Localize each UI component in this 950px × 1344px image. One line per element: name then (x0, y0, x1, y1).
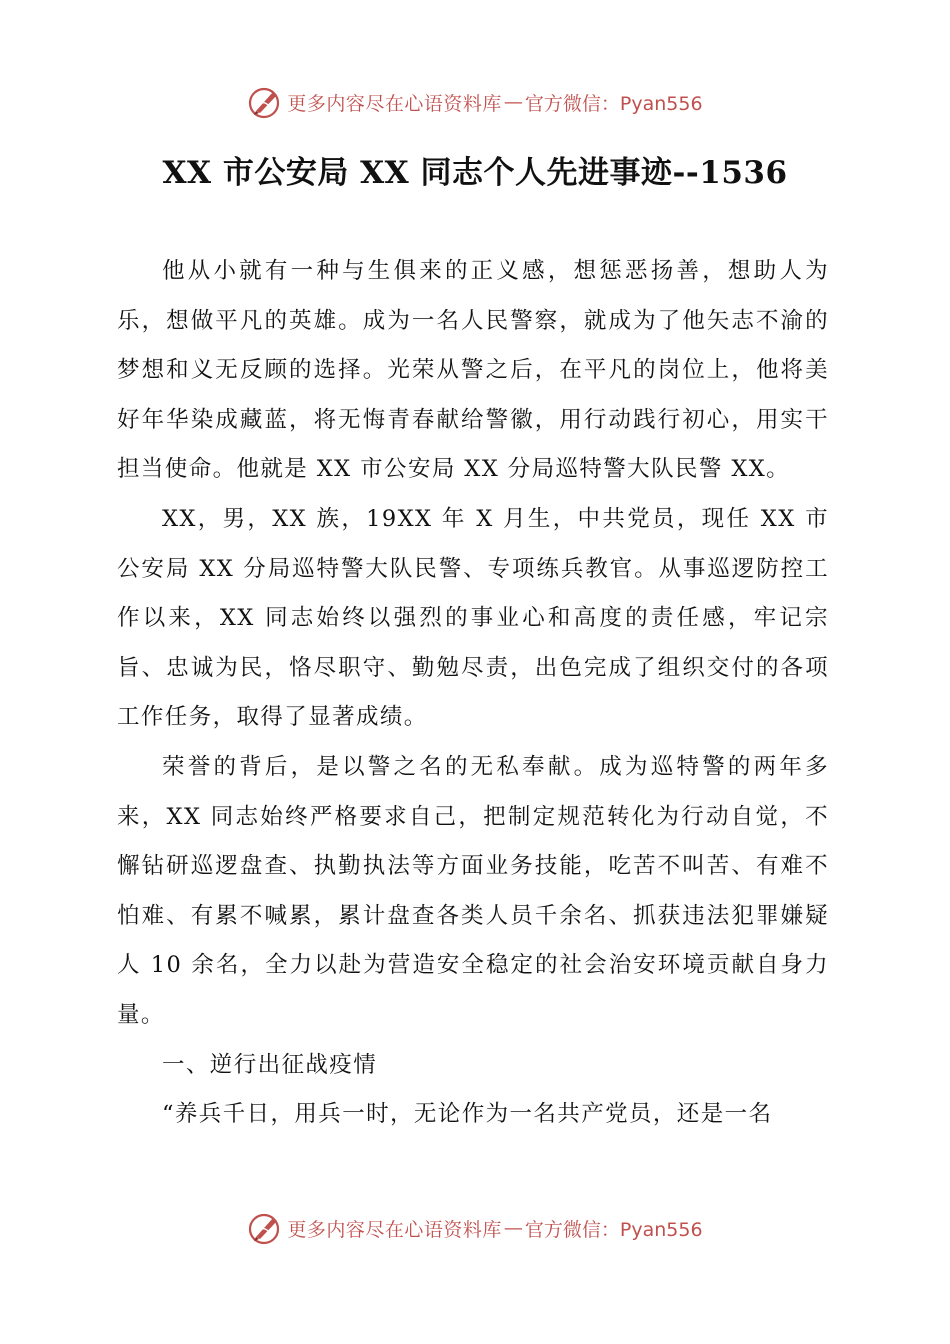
document-title: XX 市公安局 XX 同志个人先进事迹--1536 (162, 155, 788, 191)
body-paragraph-4: “养兵千日，用兵一时，无论作为一名共产党员，还是一名 (162, 1101, 773, 1128)
pen-circle-logo-icon (247, 84, 283, 120)
document-body (117, 247, 829, 1140)
footer-watermark-banner (0, 1208, 950, 1248)
watermark-separator: — (503, 91, 523, 113)
body-paragraph-2: XX，男，XX 族，19XX 年 X 月生，中共党员，现任 XX 市公安局 XX 分局巡特警大队民警、专项练兵教官。从事巡逻防控工作以来，XX 同志始终以强烈的事业心和高度的责任感，牢记宗旨、忠诚为民，恪尽职守、勤勉尽责，出色完成了组织交付的各项工作任务，取得了显著成绩。 (117, 505, 829, 731)
watermark-brand-text: 更多内容尽在心语资料库 (287, 1218, 502, 1241)
pen-circle-logo-icon (247, 1210, 283, 1246)
body-paragraph-3: 荣誉的背后，是以警之名的无私奉献。成为巡特警的两年多来，XX 同志始终严格要求自己，把制定规范转化为行动自觉，不懈钻研巡逻盘查、执勤执法等方面业务技能，吃苦不叫苦、有难不怕难、有累不喊累，累计盘查各类人员千余名、抓获违法犯罪嫌疑人 10 余名，全力以赴为营造安全稳定的社会治安环境贡献自身力量。 (117, 753, 829, 1028)
watermark-wechat-text: 官方微信：Pyan556 (524, 92, 703, 115)
header-watermark-banner (0, 82, 950, 122)
section-heading: 一、逆行出征战疫情 (162, 1051, 378, 1078)
watermark-wechat-text: 官方微信：Pyan556 (524, 1218, 703, 1241)
watermark-brand-text: 更多内容尽在心语资料库 (287, 92, 502, 115)
watermark-separator: — (503, 1217, 523, 1239)
body-paragraph-1: 他从小就有一种与生俱来的正义感，想惩恶扬善，想助人为乐，想做平凡的英雄。成为一名人民警察，就成为了他矢志不渝的梦想和义无反顾的选择。光荣从警之后，在平凡的岗位上，他将美好年华染成藏蓝，将无悔青春献给警徽，用行动践行初心，用实干担当使命。他就是 XX 市公安局 XX 分局巡特警大队民警 XX。 (117, 258, 829, 483)
